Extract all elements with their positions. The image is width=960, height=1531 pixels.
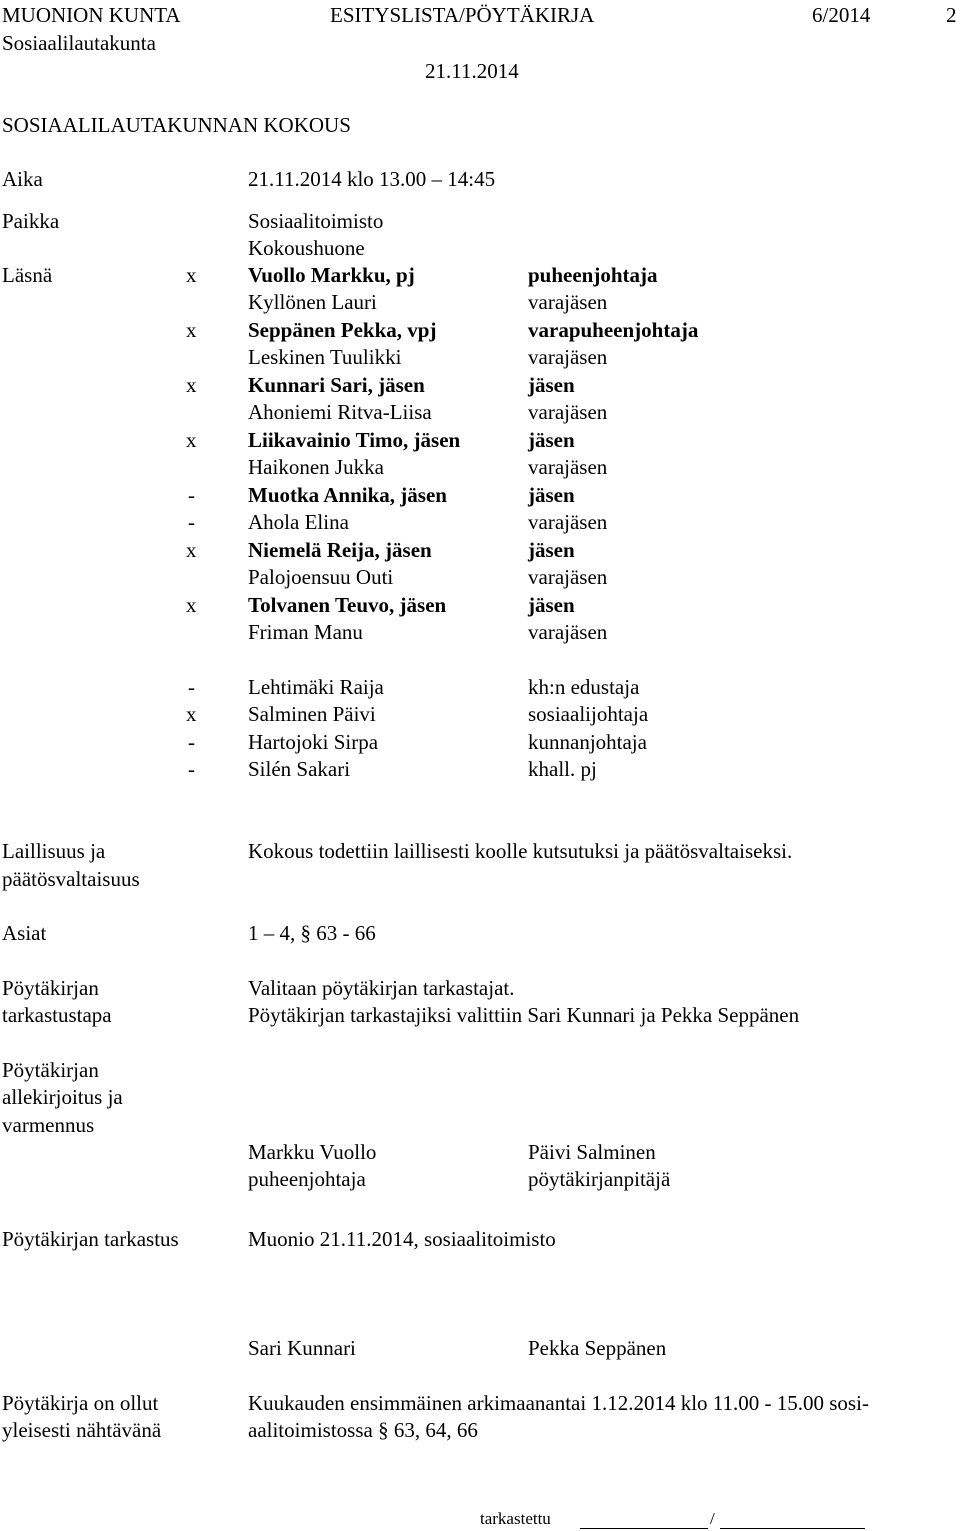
member-role: varajäsen: [528, 455, 608, 479]
member-role: varajäsen: [528, 290, 608, 314]
member-role: varajäsen: [528, 400, 608, 424]
signing-label-line-2: allekirjoitus ja: [2, 1085, 123, 1109]
member-name: Friman Manu: [248, 620, 363, 644]
doc-number: 6/2014: [812, 3, 871, 27]
inspector-1-name: Sari Kunnari: [248, 1336, 356, 1360]
member-name: Kunnari Sari, jäsen: [248, 373, 425, 397]
member-name: Haikonen Jukka: [248, 455, 384, 479]
attendance-mark: x: [186, 318, 197, 342]
member-role: varajäsen: [528, 565, 608, 589]
inspection-method-label-line-2: tarkastustapa: [2, 1003, 112, 1027]
member-name: Niemelä Reija, jäsen: [248, 538, 432, 562]
header-date: 21.11.2014: [425, 59, 519, 83]
signing-label-line-3: varmennus: [2, 1113, 95, 1137]
place-line-1: Sosiaalitoimisto: [248, 209, 384, 233]
attendance-mark: -: [188, 510, 195, 534]
legality-label-line-1: Laillisuus ja: [2, 839, 106, 863]
signing-label-line-1: Pöytäkirjan: [2, 1058, 99, 1082]
attendance-mark: -: [188, 757, 195, 781]
attendance-label: Läsnä: [2, 263, 53, 287]
member-name: Liikavainio Timo, jäsen: [248, 428, 461, 452]
inspector-2-name: Pekka Seppänen: [528, 1336, 667, 1360]
attendee-role: khall. pj: [528, 757, 597, 781]
time-label: Aika: [2, 167, 43, 191]
member-name: Leskinen Tuulikki: [248, 345, 402, 369]
secretary-signature-role: pöytäkirjanpitäjä: [528, 1167, 671, 1191]
attendance-mark: -: [188, 483, 195, 507]
attendance-mark: -: [188, 675, 195, 699]
inspection-method-text-1: Valitaan pöytäkirjan tarkastajat.: [248, 976, 515, 1000]
member-role: jäsen: [528, 483, 575, 507]
page-number: 2: [946, 3, 957, 27]
member-role: varajäsen: [528, 620, 608, 644]
inspection-method-label-line-1: Pöytäkirjan: [2, 976, 99, 1000]
member-name: Ahoniemi Ritva-Liisa: [248, 400, 432, 424]
place-label: Paikka: [2, 209, 60, 233]
attendee-role: kh:n edustaja: [528, 675, 640, 699]
attendance-mark: -: [188, 730, 195, 754]
inspection-place-date: Muonio 21.11.2014, sosiaalitoimisto: [248, 1227, 556, 1251]
time-value: 21.11.2014 klo 13.00 – 14:45: [248, 167, 496, 191]
inspection-method-text-2: Pöytäkirjan tarkastajiksi valittiin Sari Kunnari ja Pekka Seppänen: [248, 1003, 800, 1027]
member-role: jäsen: [528, 538, 575, 562]
attendee-name: Hartojoki Sirpa: [248, 730, 379, 754]
attendance-mark: x: [186, 702, 197, 726]
inspection-label: Pöytäkirjan tarkastus: [2, 1227, 179, 1251]
checked-label: tarkastettu: [480, 1509, 551, 1528]
attendance-mark: x: [186, 428, 197, 452]
attendance-mark: x: [186, 263, 197, 287]
meeting-title: SOSIAALILAUTAKUNNAN KOKOUS: [2, 113, 351, 137]
attendee-role: sosiaalijohtaja: [528, 702, 649, 726]
member-name: Vuollo Markku, pj: [248, 263, 415, 287]
org-name: MUONION KUNTA: [2, 3, 181, 27]
legality-label-line-2: päätösvaltaisuus: [2, 867, 140, 891]
member-role: varajäsen: [528, 510, 608, 534]
chair-signature-role: puheenjohtaja: [248, 1167, 366, 1191]
member-role: jäsen: [528, 593, 575, 617]
checked-slash: /: [710, 1509, 715, 1528]
public-display-text-2: aalitoimistossa § 63, 64, 66: [248, 1418, 478, 1442]
member-role: varajäsen: [528, 345, 608, 369]
chair-signature-name: Markku Vuollo: [248, 1140, 377, 1164]
checked-initials-line-1: [580, 1528, 708, 1529]
legality-text: Kokous todettiin laillisesti koolle kutsutuksi ja päätösvaltaiseksi.: [248, 839, 793, 863]
doc-type: ESITYSLISTA/PÖYTÄKIRJA: [330, 3, 595, 27]
committee-name: Sosiaalilautakunta: [2, 31, 156, 55]
public-display-label-line-1: Pöytäkirja on ollut: [2, 1391, 159, 1415]
public-display-label-line-2: yleisesti nähtävänä: [2, 1418, 162, 1442]
items-value: 1 – 4, § 63 - 66: [248, 921, 376, 945]
place-line-2: Kokoushuone: [248, 236, 365, 260]
member-name: Muotka Annika, jäsen: [248, 483, 447, 507]
attendance-mark: x: [186, 538, 197, 562]
attendance-mark: x: [186, 373, 197, 397]
secretary-signature-name: Päivi Salminen: [528, 1140, 656, 1164]
member-role: puheenjohtaja: [528, 263, 658, 287]
attendee-name: Silén Sakari: [248, 757, 351, 781]
member-role: jäsen: [528, 373, 575, 397]
public-display-text-1: Kuukauden ensimmäinen arkimaanantai 1.12.2014 klo 11.00 - 15.00 sosi-: [248, 1391, 869, 1415]
member-role: varapuheenjohtaja: [528, 318, 699, 342]
items-label: Asiat: [2, 921, 47, 945]
attendee-name: Lehtimäki Raija: [248, 675, 384, 699]
attendee-role: kunnanjohtaja: [528, 730, 647, 754]
member-name: Kyllönen Lauri: [248, 290, 377, 314]
member-name: Seppänen Pekka, vpj: [248, 318, 437, 342]
member-name: Palojoensuu Outi: [248, 565, 394, 589]
member-name: Ahola Elina: [248, 510, 349, 534]
member-role: jäsen: [528, 428, 575, 452]
checked-initials-line-2: [720, 1528, 865, 1529]
attendance-mark: x: [186, 593, 197, 617]
attendee-name: Salminen Päivi: [248, 702, 376, 726]
member-name: Tolvanen Teuvo, jäsen: [248, 593, 447, 617]
